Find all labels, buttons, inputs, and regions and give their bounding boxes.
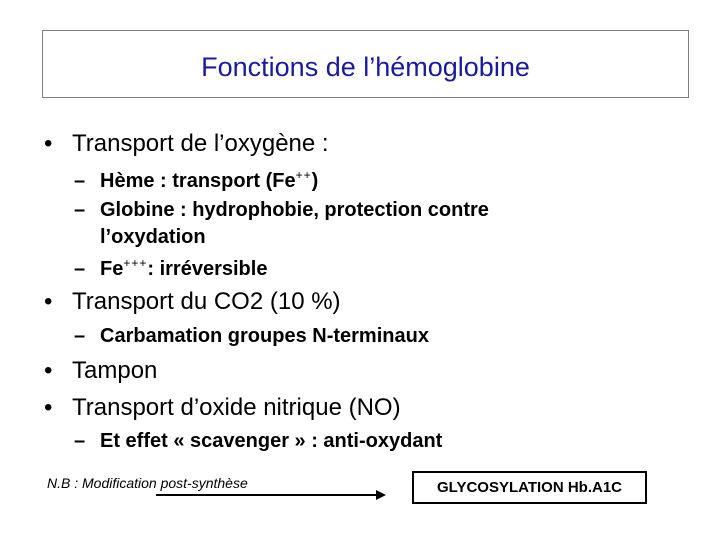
subitem-fe3 — [74, 256, 267, 281]
subitem-text: Et effet « scavenger » : anti-oxydant — [100, 430, 443, 452]
ion-charge: ++ — [295, 168, 312, 182]
subitem-text: Globine : hydrophobie, protection contre — [100, 199, 489, 221]
bullet-tampon — [44, 357, 157, 385]
subitem-text: Carbamation groupes N-terminaux — [100, 325, 429, 347]
bullet-icon: • — [44, 130, 53, 157]
bullet-oxygen-transport — [44, 130, 329, 158]
bullet-co2-transport — [44, 288, 341, 316]
bullet-icon: • — [44, 288, 53, 315]
dash-icon: – — [74, 199, 86, 221]
subitem-heme — [74, 168, 318, 193]
bullet-text: Tampon — [72, 357, 158, 384]
dash-icon: – — [74, 170, 86, 192]
dash-icon: – — [74, 430, 86, 452]
ion-charge: +++ — [123, 256, 148, 270]
bullet-no-transport — [44, 394, 401, 422]
title-box — [42, 30, 689, 98]
bullet-text: Transport du CO2 (10 %) — [72, 288, 341, 315]
glycosylation-box — [412, 471, 647, 504]
subitem-text-end: : irréversible — [147, 258, 268, 280]
subitem-text-end: ) — [311, 170, 319, 192]
subitem-scavenger — [74, 430, 442, 453]
subitem-text: Hème : transport (Fe — [100, 170, 296, 192]
subitem-carbamation — [74, 325, 429, 348]
subitem-globine — [74, 199, 489, 222]
subitem-globine-continuation: l’oxydation — [100, 226, 206, 248]
slide-title: Fonctions de l’hémoglobine — [201, 51, 530, 82]
bullet-text: Transport de l’oxygène : — [72, 130, 329, 157]
glycosylation-label: GLYCOSYLATION Hb.A1C — [436, 479, 623, 496]
dash-icon: – — [74, 325, 86, 347]
arrow-right-icon — [156, 486, 386, 502]
bullet-icon: • — [44, 394, 53, 421]
bullet-icon: • — [44, 357, 53, 384]
bullet-text: Transport d’oxide nitrique (NO) — [72, 394, 401, 421]
dash-icon: – — [74, 258, 86, 280]
nb-note: N.B : Modification post-synthèse — [47, 475, 248, 491]
subitem-text: Fe — [100, 258, 124, 280]
